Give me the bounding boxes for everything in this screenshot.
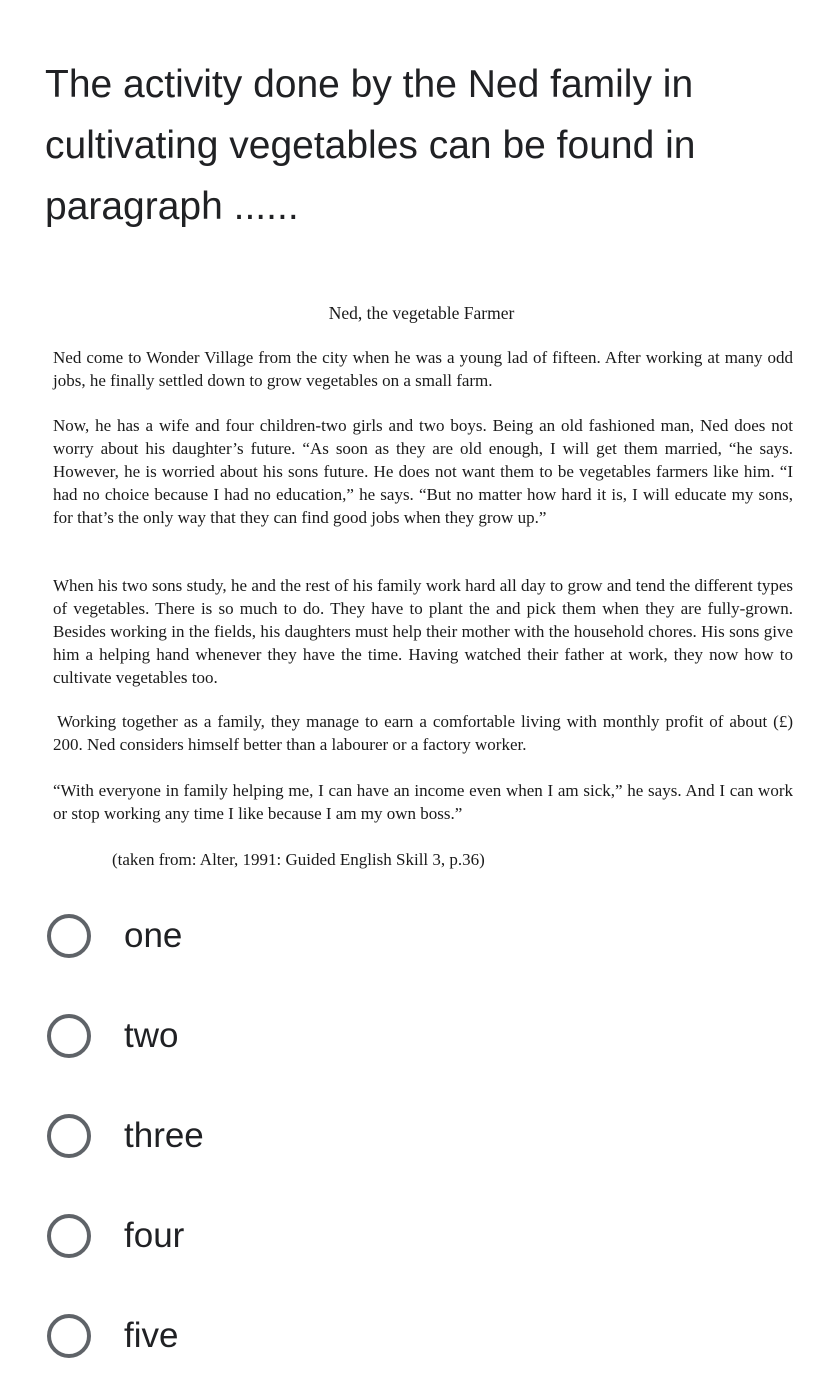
option-label: two <box>124 1016 179 1055</box>
radio-button-icon[interactable] <box>47 1014 91 1058</box>
radio-button-icon[interactable] <box>47 1214 91 1258</box>
option-five[interactable] <box>45 1308 745 1364</box>
passage-paragraph-5: “With everyone in family helping me, I can have an income even when I am sick,” he says. And I can work or stop working any time I like because I am my own boss.” <box>53 781 793 823</box>
radio-button-icon[interactable] <box>47 1314 91 1358</box>
passage-paragraph-3: When his two sons study, he and the rest of his family work hard all day to grow and tend the different types of vegetables. There is so much to do. They have to plant the and pick them when they are fully-grown. Besides working in the fields, his daughters must help their mother with the household chores. His sons give him a helping hand whenever they have the time. Having watched their father at work, they now how to cultivate vegetables too. <box>53 576 793 687</box>
radio-button-icon[interactable] <box>47 914 91 958</box>
question-text: The activity done by the Ned family in cultivating vegetables can be found in paragraph ...... <box>45 63 696 228</box>
passage-image <box>0 290 821 880</box>
option-two[interactable] <box>45 1008 745 1064</box>
option-label: three <box>124 1116 204 1155</box>
radio-button-icon[interactable] <box>47 1114 91 1158</box>
passage-paragraph-1: Ned come to Wonder Village from the city when he was a young lad of fifteen. After working at many odd jobs, he finally settled down to grow vegetables on a small farm. <box>53 348 793 390</box>
option-four[interactable] <box>45 1208 745 1264</box>
passage-title: Ned, the vegetable Farmer <box>328 303 515 323</box>
option-label: one <box>124 916 183 955</box>
passage-paragraph-2: Now, he has a wife and four children-two girls and two boys. Being an old fashioned man, Ned does not worry about his daughter’s future. “As soon as they are old enough, I will get them married, “he says. However, he is worried about his sons future. He does not want them to be vegetables farmers like him. “I had no choice because I had no education,” he says. “But no matter how hard it is, I will educate my sons, for that’s the only way that they can find good jobs when they grow up.” <box>53 416 793 527</box>
option-three[interactable] <box>45 1108 745 1164</box>
option-one[interactable] <box>45 908 745 964</box>
option-label: five <box>124 1316 179 1355</box>
option-label: four <box>124 1216 185 1255</box>
passage-paragraph-4: Working together as a family, they manage to earn a comfortable living with monthly profit of about (£) 200. Ned considers himself better than a labourer or a factory worker. <box>53 712 793 754</box>
passage-source: (taken from: Alter, 1991: Guided English Skill 3, p.36) <box>112 850 485 869</box>
